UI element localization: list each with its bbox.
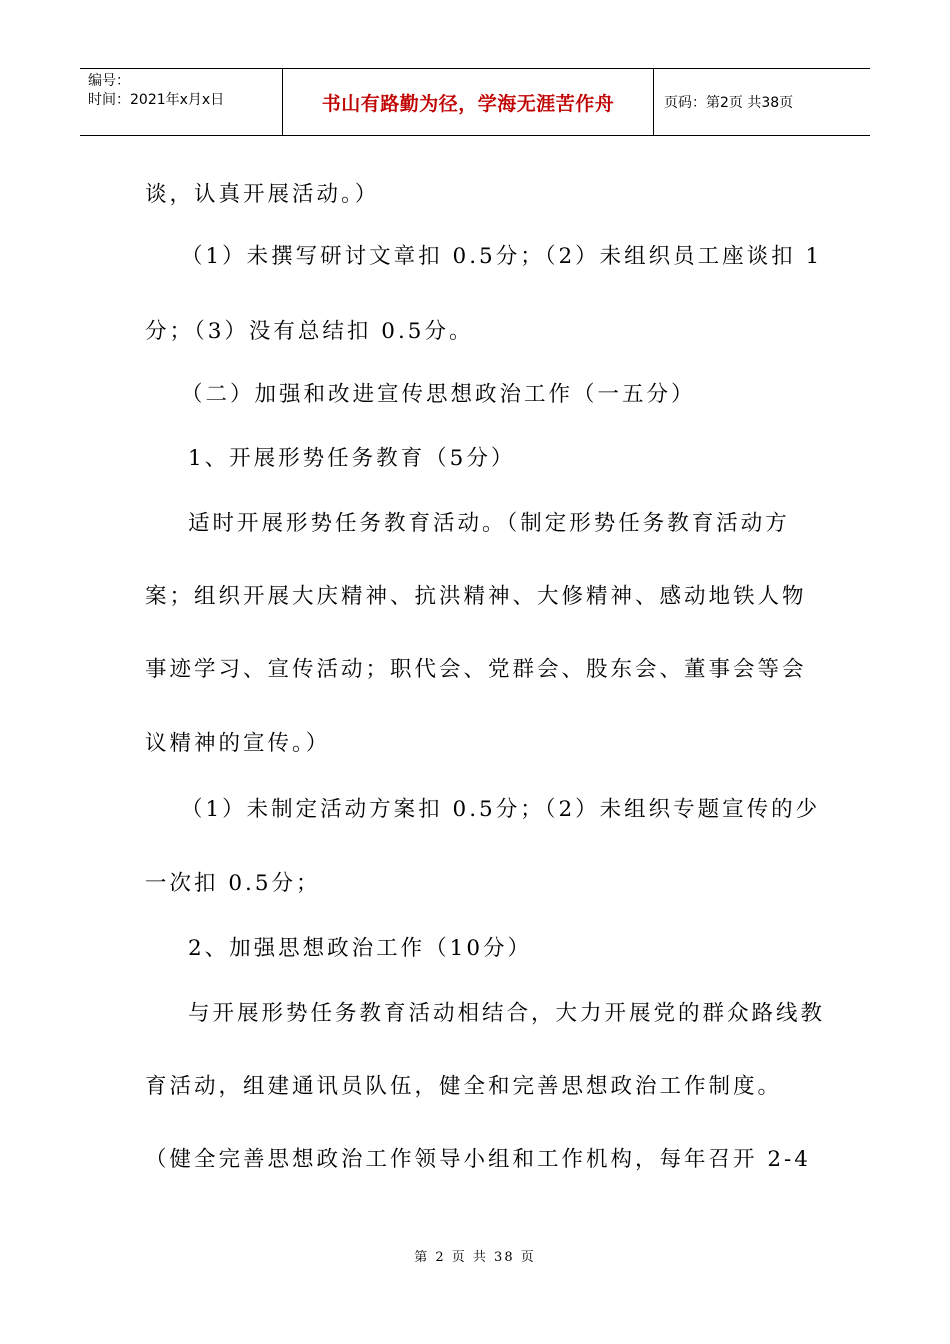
body-line: 与开展形势任务教育活动相结合，大力开展党的群众路线教	[188, 1001, 826, 1026]
page-footer: 第 2 页 共 38 页	[414, 1250, 536, 1265]
subsection-heading: 2、加强思想政治工作（10分）	[188, 936, 533, 961]
body-line: 案；组织开展大庆精神、抗洪精神、大修精神、感动地铁人物	[145, 584, 807, 609]
body-line: 育活动，组建通讯员队伍，健全和完善思想政治工作制度。	[145, 1074, 783, 1099]
body-line: 分；（3）没有总结扣 0.5分。	[145, 319, 474, 344]
header-motto: 书山有路勤为径，学海无涯苦作舟	[283, 69, 654, 135]
body-line: （健全完善思想政治工作领导小组和工作机构，每年召开 2-4	[145, 1147, 811, 1172]
header-meta-cell	[80, 69, 283, 135]
body-line: 议精神的宣传。）	[145, 731, 331, 756]
body-line: 适时开展形势任务教育活动。（制定形势任务教育活动方	[188, 511, 790, 536]
body-line: （1）未撰写研讨文章扣 0.5分；（2）未组织员工座谈扣 1	[181, 244, 823, 269]
subsection-heading: 1、开展形势任务教育（5分）	[188, 446, 516, 471]
body-line: 事迹学习、宣传活动；职代会、党群会、股东会、董事会等会	[145, 657, 807, 682]
document-header	[80, 68, 870, 136]
number-label: 编号：	[88, 73, 130, 89]
body-line: 一次扣 0.5分；	[145, 871, 321, 896]
body-line: （1）未制定活动方案扣 0.5分；（2）未组织专题宣传的少	[181, 797, 821, 822]
header-page-info: 页码：第2页 共38页	[664, 95, 794, 111]
body-line: 谈，认真开展活动。）	[145, 182, 380, 207]
section-heading: （二）加强和改进宣传思想政治工作（一五分）	[181, 382, 696, 407]
time-label: 时间：2021年x月x日	[88, 92, 225, 108]
